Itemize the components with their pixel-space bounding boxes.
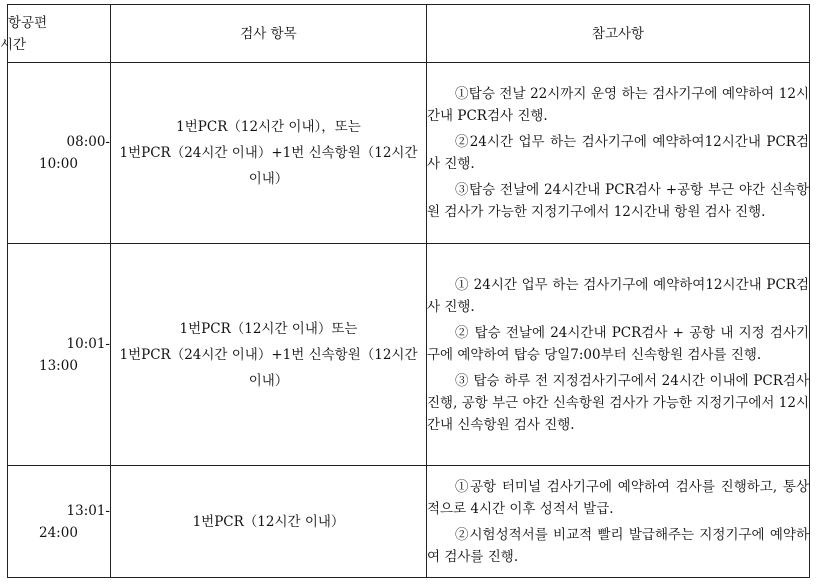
test-items-line: 1번PCR（24시간 이내）+1번 신속항원（12시간 이내） — [119, 145, 418, 187]
flight-time-start: 13:01- — [66, 502, 110, 519]
table-row — [8, 63, 810, 244]
header-flight-time-line1: 항공편 — [8, 14, 48, 31]
test-items-line: 1번PCR（12시간 이내），또는 — [176, 119, 361, 135]
flight-time-cell — [8, 63, 111, 244]
test-items-cell — [111, 466, 427, 578]
flight-time-end: 24:00 — [39, 524, 78, 541]
table-row — [8, 244, 810, 466]
notes-cell — [427, 466, 810, 578]
note-item: ③탑승 전날에 24시간내 PCR검사 +공항 부근 야간 신속항원 검사가 가능한 지정기구에서 12시간내 항원 검사 진행. — [427, 182, 809, 220]
notes-cell — [427, 63, 810, 244]
test-items-cell — [111, 63, 427, 244]
table-header-row — [8, 5, 810, 63]
note-item: ③ 탑승 하루 전 지정검사기구에서 24시간 이내에 PCR검사 진행, 공항 부근 야간 신속항원 검사가 가능한 지정기구에서 12시간내 신속항원 검사 진행. — [427, 372, 809, 433]
header-notes: 참고사항 — [427, 5, 810, 63]
notes-cell — [427, 244, 810, 466]
test-items-line: 1번PCR（24시간 이내）+1번 신속항원（12시간 이내） — [119, 346, 418, 389]
test-requirements-table — [0, 4, 810, 578]
note-item: ②24시간 업무 하는 검사기구에 예약하여12시간내 PCR검사 진행. — [427, 134, 809, 172]
flight-time-start: 08:00- — [66, 134, 110, 150]
header-flight-time-line2: 시간 — [0, 36, 27, 53]
note-item: ①공항 터미널 검사기구에 예약하여 검사를 진행하고, 통상적으로 4시간 이후 성적서 발급. — [427, 478, 809, 517]
header-flight-time — [0, 5, 111, 63]
note-item: ②시험성적서를 비교적 빨리 발급해주는 지정기구에 예약하여 검사를 진행. — [427, 526, 809, 565]
flight-time-start: 10:01- — [66, 335, 110, 352]
test-items-line: 1번PCR（12시간 이내）또는 — [179, 320, 358, 337]
test-items-cell — [111, 244, 427, 466]
test-items-line: 1번PCR（12시간 이내） — [192, 513, 345, 530]
header-test-items: 검사 항목 — [111, 5, 427, 63]
flight-time-end: 13:00 — [39, 357, 78, 374]
table-row — [8, 466, 810, 578]
note-item: ② 탑승 전날에 24시간내 PCR검사 + 공항 내 지정 검사기구에 예약하여 탑승 당일7:00부터 신속항원 검사를 진행. — [427, 324, 809, 363]
note-item: ①탑승 전날 22시까지 운영 하는 검사기구에 예약하여 12시간내 PCR검사 진행. — [427, 86, 809, 124]
flight-time-end: 10:00 — [39, 156, 78, 172]
flight-time-cell — [8, 244, 111, 466]
note-item: ① 24시간 업무 하는 검사기구에 예약하여12시간내 PCR검사 진행. — [427, 276, 809, 315]
flight-time-cell — [8, 466, 111, 578]
